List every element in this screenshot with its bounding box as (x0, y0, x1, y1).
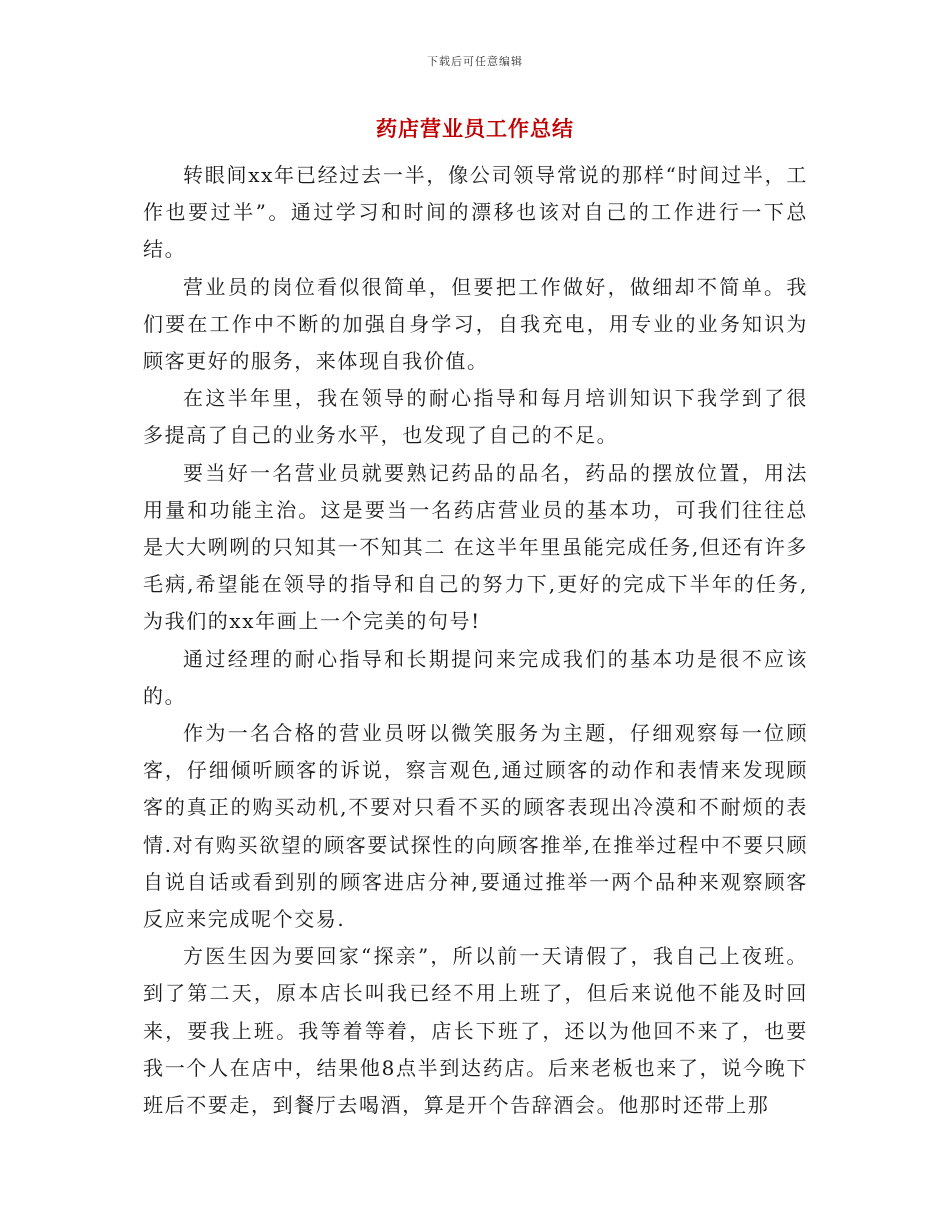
paragraph-6: 作为一名合格的营业员呀以微笑服务为主题，仔细观察每一位顾客，仔细倾听顾客的诉说，察言观色,通过顾客的动作和表情来发现顾客的真正的购买动机,不要对只看不买的顾客表现出冷漠和不耐烦的表情.对有购买欲望的顾客要试探性的向顾客推举,在推举过程中不要只顾自说自话或看到别的顾客进店分神,要通过推举一两个品种来观察顾客反应来完成呢个交易. (143, 721, 808, 932)
document-body (143, 157, 808, 1124)
paragraph-2: 营业员的岗位看似很简单，但要把工作做好，做细却不简单。我们要在工作中不断的加强自身学习，自我充电，用专业的业务知识为顾客更好的服务，来体现自我价值。 (143, 274, 808, 374)
paragraph-3: 在这半年里，我在领导的耐心指导和每月培训知识下我学到了很多提高了自己的业务水平，也发现了自己的不足。 (143, 386, 808, 448)
header-note: 下载后可任意编辑 (427, 55, 523, 68)
paragraph-5: 通过经理的耐心指导和长期提问来完成我们的基本功是很不应该的。 (143, 646, 808, 708)
paragraph-7: 方医生因为要回家“探亲”，所以前一天请假了，我自己上夜班。到了第二天，原本店长叫我已经不用上班了，但后来说他不能及时回来，要我上班。我等着等着，店长下班了，还以为他回不来了，也要我一个人在店中，结果他8点半到达药店。后来老板也来了，说今晚下班后不要走，到餐厅去喝酒，算是开个告辞酒会。他那时还带上那 (143, 944, 808, 1118)
document-title: 药店营业员工作总结 (376, 116, 574, 141)
paragraph-1: 转眼间xx年已经过去一半，像公司领导常说的那样“时间过半，工作也要过半”。通过学习和时间的漂移也该对自己的工作进行一下总结。 (143, 163, 808, 262)
paragraph-4: 要当好一名营业员就要熟记药品的品名，药品的摆放位置，用法用量和功能主治。这是要当一名药店营业员的基本功，可我们往往总是大大咧咧的只知其一不知其二 在这半年里虽能完成任务,但还有许多毛病,希望能在领导的指导和自己的努力下,更好的完成下半年的任务,为我们的xx年画上一个完美的句号! (143, 460, 808, 634)
